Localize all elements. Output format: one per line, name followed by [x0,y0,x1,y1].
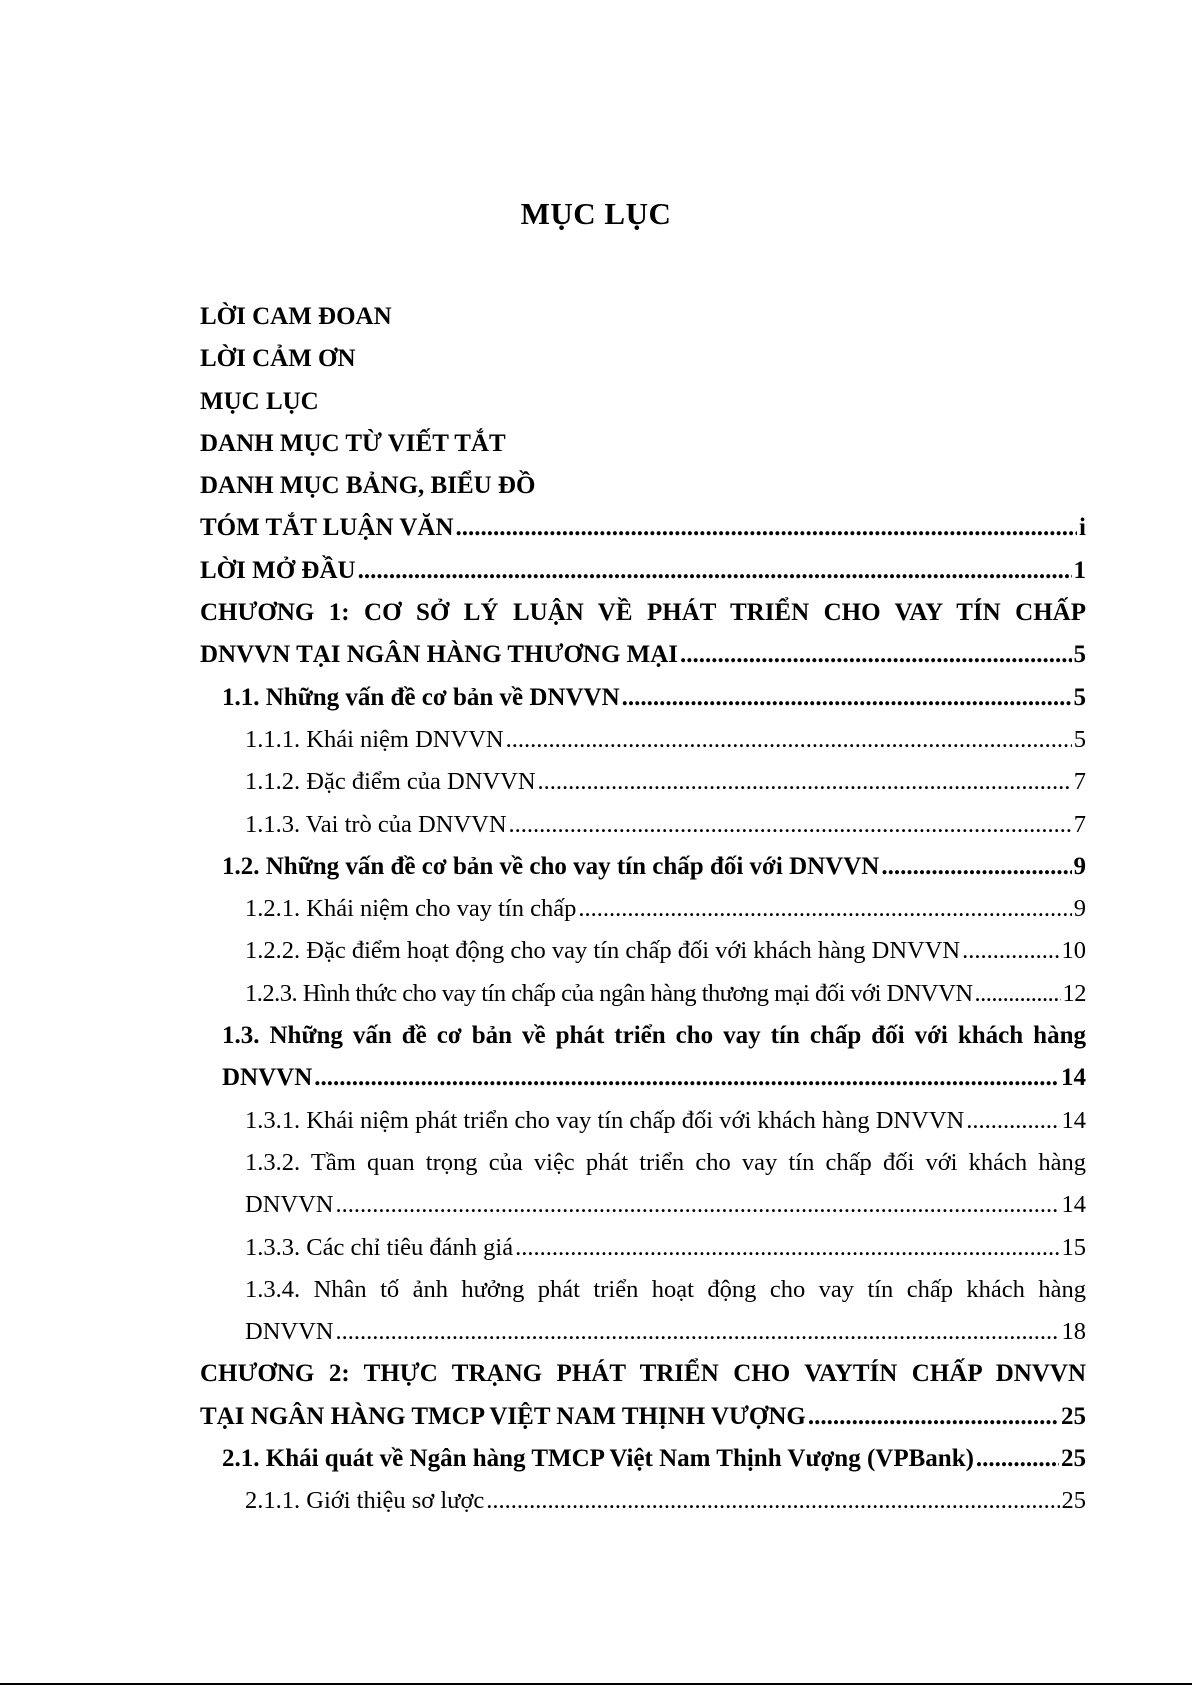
toc-entry-label: 1.3.1. Khái niệm phát triển cho vay tín chấp đối với khách hàng DNVVN [245,1106,965,1134]
toc-entry-label: MỤC LỤC [200,387,319,415]
toc-page-number: 18 [1061,1318,1086,1346]
toc-entry-label: 1.1.3. Vai trò của DNVVN [245,810,507,838]
toc-entry-label: DNVVN TẠI NGÂN HÀNG THƯƠNG MẠI [200,641,679,669]
dot-leader [538,761,1072,803]
toc-entry-label: LỜI MỞ ĐẦU [200,556,356,584]
toc-entry-label-line1: 1.3.4. Nhân tố ảnh hưởng phát triển hoạt động cho vay tín chấp khách hàng [245,1275,1086,1303]
dot-leader [335,1184,1059,1226]
toc-page-number: 7 [1073,810,1086,838]
toc-entry-label: DNVVN [245,1191,334,1219]
toc-entry-label: DNVVN [222,1064,313,1092]
toc-entry-summary[interactable] [200,507,1086,549]
toc-entry-1-1-2[interactable] [200,761,1086,803]
toc-entry-label: 1.2.1. Khái niệm cho vay tín chấp [245,895,577,923]
toc-entry-label-line1: CHƯƠNG 1: CƠ SỞ LÝ LUẬN VỀ PHÁT TRIỂN CHO VAY TÍN CHẤP [200,599,1086,627]
toc-page-number: 5 [1073,683,1086,711]
toc-page-number: 12 [1062,979,1086,1007]
toc-page-number: 10 [1061,937,1086,965]
toc-page-number: 25 [1061,1402,1086,1430]
toc-page-number: i [1079,514,1086,542]
toc-entry-1-2-2[interactable] [200,930,1086,972]
toc-entry-label: 1.3.3. Các chỉ tiêu đánh giá [245,1233,514,1261]
dot-leader [680,634,1071,676]
dot-leader [456,507,1078,549]
toc-page-number: 14 [1061,1106,1086,1134]
toc-entry-label: 2.1.1. Giới thiệu sơ lược [245,1487,485,1515]
toc-entry-label: LỜI CẢM ƠN [200,345,356,373]
dot-leader [358,550,1072,592]
table-of-contents [200,296,1086,1523]
toc-entry-label: DANH MỤC BẢNG, BIỂU ĐỒ [200,472,536,500]
toc-entry-loi-cam-on[interactable] [200,338,1086,380]
toc-page-number: 5 [1073,641,1086,669]
toc-entry-1-1[interactable] [200,677,1086,719]
toc-entry-1-1-1[interactable] [200,719,1086,761]
toc-entry-label: 1.2.3. Hình thức cho vay tín chấp của ngân hàng thương mại đối với DNVVN [245,979,973,1007]
dot-leader [506,719,1072,761]
toc-entry-label: TÓM TẮT LUẬN VĂN [200,514,454,542]
toc-page-number: 9 [1073,852,1086,880]
toc-page-number: 14 [1061,1064,1086,1092]
toc-entry-1-1-3[interactable] [200,804,1086,846]
toc-entry-chapter-1[interactable] [200,592,1086,677]
toc-entry-1-3-1[interactable] [200,1100,1086,1142]
toc-entry-loi-cam-doan[interactable] [200,296,1086,338]
toc-page-number: 9 [1073,895,1086,923]
toc-entry-1-3-2[interactable] [200,1142,1086,1227]
dot-leader [808,1396,1059,1438]
toc-entry-abbreviations[interactable] [200,423,1086,465]
toc-page-number: 1 [1073,556,1086,584]
dot-leader [881,846,1071,888]
toc-entry-muc-luc[interactable] [200,381,1086,423]
toc-entry-label: 1.2.2. Đặc điểm hoạt động cho vay tín chấp đối với khách hàng DNVVN [245,937,961,965]
toc-entry-label-line1: CHƯƠNG 2: THỰC TRẠNG PHÁT TRIỂN CHO VAYTÍN CHẤP DNVVN [200,1360,1086,1388]
toc-entry-label: DNVVN [245,1318,334,1346]
dot-leader [486,1480,1059,1522]
toc-entry-1-3-4[interactable] [200,1269,1086,1354]
toc-page-number: 15 [1061,1233,1086,1261]
dot-leader [578,888,1071,930]
toc-entry-label: 1.2. Những vấn đề cơ bản về cho vay tín chấp đối với DNVVN [222,852,880,880]
page-title: MỤC LỤC [520,196,672,231]
toc-entry-label: 1.1. Những vấn đề cơ bản về DNVVN [222,683,620,711]
toc-entry-label: DANH MỤC TỪ VIẾT TẮT [200,429,506,457]
toc-entry-introduction[interactable] [200,550,1086,592]
toc-page-number: 25 [1061,1445,1086,1473]
toc-entry-2-1[interactable] [200,1438,1086,1480]
toc-page-number: 7 [1073,768,1086,796]
dot-leader [622,677,1072,719]
dot-leader [314,1057,1059,1099]
dot-leader [335,1311,1059,1353]
toc-entry-1-2-3[interactable] [200,973,1086,1015]
toc-entry-1-2[interactable] [200,846,1086,888]
toc-page-number: 25 [1061,1487,1086,1515]
toc-entry-label-line1: 1.3. Những vấn đề cơ bản về phát triển cho vay tín chấp đối với khách hàng [222,1022,1086,1050]
toc-page-number: 5 [1073,725,1086,753]
dot-leader [966,1100,1059,1142]
dot-leader [509,804,1072,846]
toc-entry-2-1-1[interactable] [200,1480,1086,1522]
toc-entry-1-3[interactable] [200,1015,1086,1100]
toc-entry-label-line1: 1.3.2. Tầm quan trọng của việc phát triển cho vay tín chấp đối với khách hàng [245,1148,1086,1176]
toc-entry-chapter-2[interactable] [200,1353,1086,1438]
toc-entry-label: 1.1.2. Đặc điểm của DNVVN [245,768,536,796]
toc-entry-1-2-1[interactable] [200,888,1086,930]
dot-leader [962,930,1059,972]
dot-leader [975,973,1061,1015]
toc-entry-label: LỜI CAM ĐOAN [200,303,392,330]
dot-leader [515,1227,1059,1269]
dot-leader [976,1438,1059,1480]
toc-entry-label: 1.1.1. Khái niệm DNVVN [245,725,504,753]
toc-entry-label: TẠI NGÂN HÀNG TMCP VIỆT NAM THỊNH VƯỢNG [200,1402,806,1430]
toc-entry-1-3-3[interactable] [200,1227,1086,1269]
toc-entry-tables-charts[interactable] [200,465,1086,507]
toc-page-number: 14 [1061,1191,1086,1219]
toc-entry-label: 2.1. Khái quát về Ngân hàng TMCP Việt Nam Thịnh Vượng (VPBank) [222,1445,974,1473]
